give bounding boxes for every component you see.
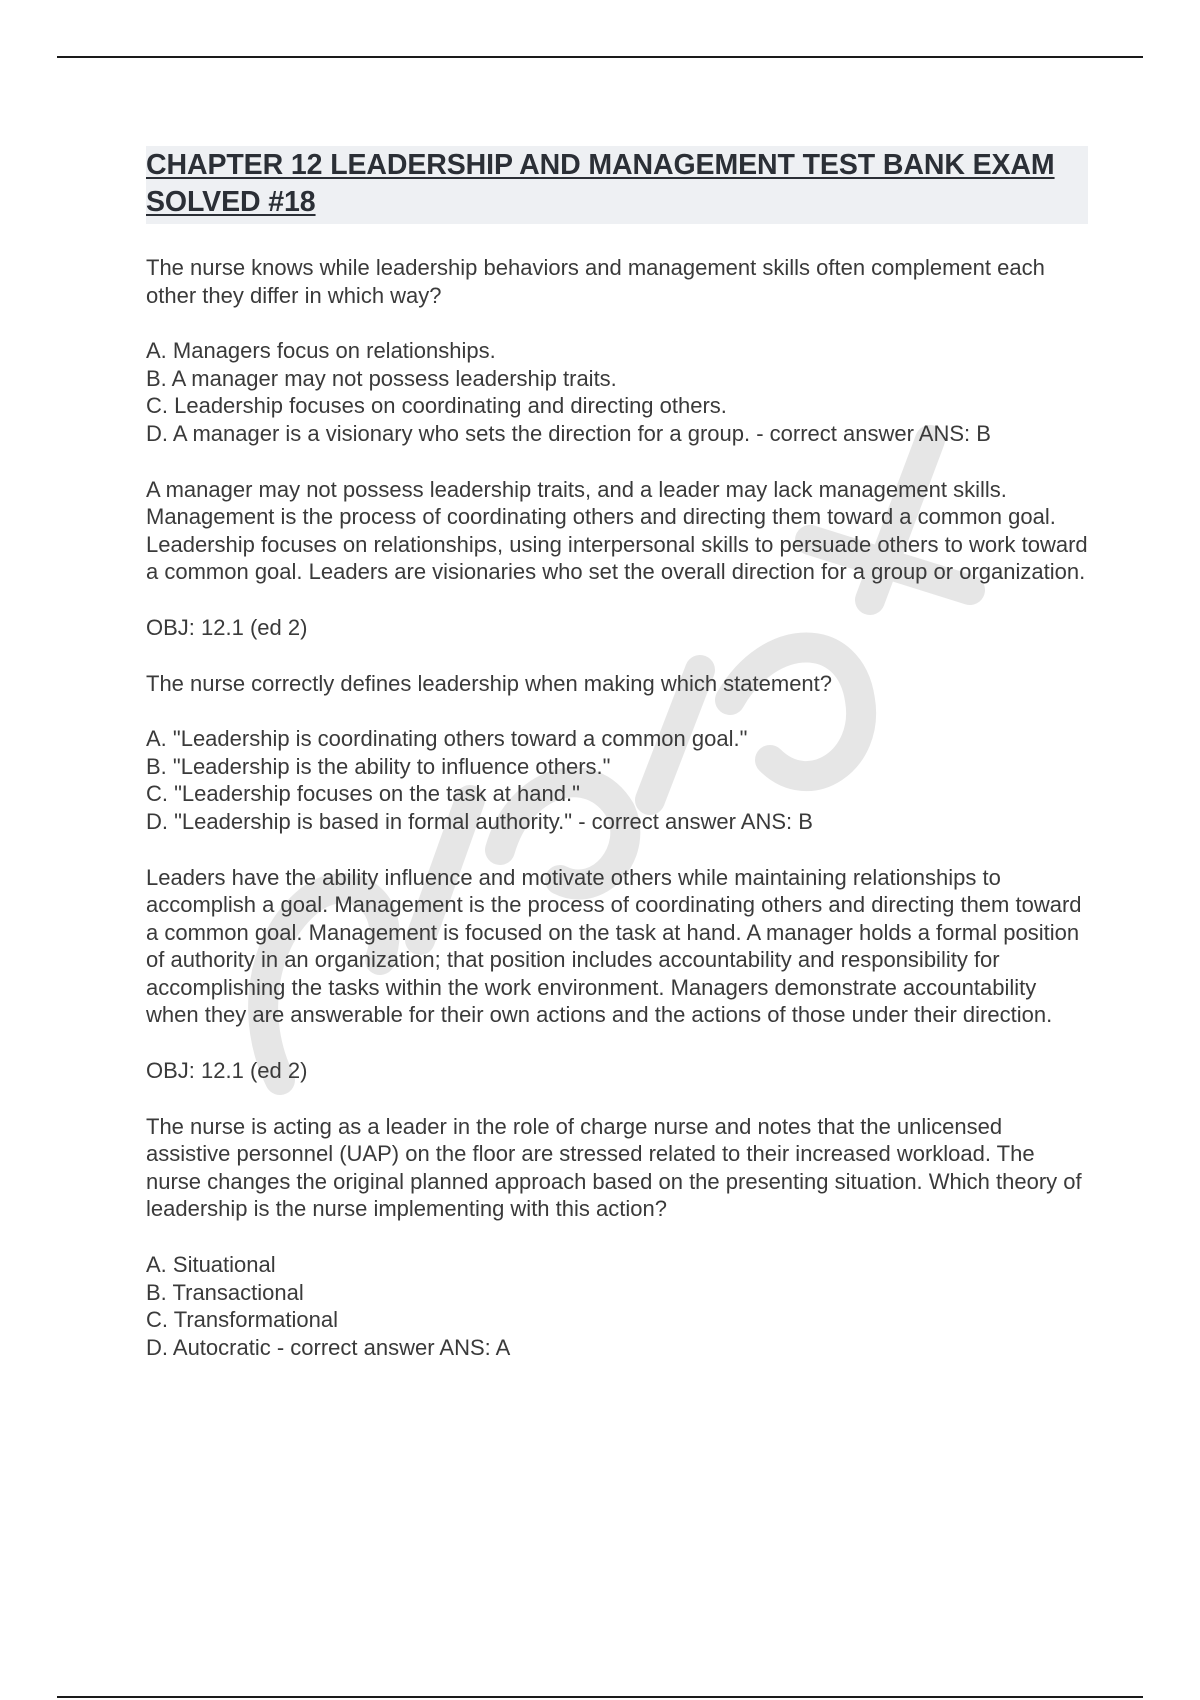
answer-option: B. Transactional	[146, 1279, 304, 1305]
rationale-text: Leaders have the ability influence and motivate others while maintaining relationships to accomplish a goal. Management is the process of coordinating others and directing them toward a common goal. Management is focused on the task at hand. A manager holds a formal position of authority in an organization; that position includes accountability and responsibility for accomplishing the tasks within the work environment. Managers demonstrate accountability when they are answerable for their own actions and the actions of those under their direction.	[146, 864, 1082, 1028]
answer-option: A. "Leadership is coordinating others toward a common goal."	[146, 726, 748, 752]
answer-option: D. A manager is a visionary who sets the direction for a group. - correct answer ANS: B	[146, 420, 991, 446]
question-stem: The nurse is acting as a leader in the role of charge nurse and notes that the unlicensed assistive personnel (UAP) on the floor are stressed related to their increased workload. The nurse changes the original planned approach based on the presenting situation. Which theory of leadership is the nurse implementing with this action?	[146, 1113, 1082, 1222]
footer-rule	[57, 1696, 1143, 1698]
answer-option: B. "Leadership is the ability to influence others."	[146, 753, 611, 779]
answer-option: A. Managers focus on relationships.	[146, 338, 496, 364]
question-1	[146, 254, 1088, 642]
question-3	[146, 1113, 1088, 1362]
question-2	[146, 670, 1088, 1085]
answer-option: B. A manager may not possess leadership traits.	[146, 365, 617, 391]
answer-option: C. Leadership focuses on coordinating and directing others.	[146, 393, 727, 419]
answer-option: A. Situational	[146, 1252, 276, 1278]
answer-option: D. Autocratic - correct answer ANS: A	[146, 1334, 511, 1360]
question-stem: The nurse knows while leadership behaviors and management skills often complement each other they differ in which way?	[146, 255, 1045, 308]
question-stem: The nurse correctly defines leadership when making which statement?	[146, 670, 833, 696]
header-rule	[57, 56, 1143, 58]
answer-options	[146, 337, 1088, 447]
answer-option: D. "Leadership is based in formal authority." - correct answer ANS: B	[146, 808, 813, 834]
answer-option: C. "Leadership focuses on the task at hand."	[146, 781, 580, 807]
document-title: CHAPTER 12 LEADERSHIP AND MANAGEMENT TEST BANK EXAM SOLVED #18	[146, 149, 1055, 218]
rationale-text: A manager may not possess leadership traits, and a leader may lack management skills. Management is the process of coordinating others and directing them toward a common goal. Leadership focuses on relationships, using interpersonal skills to persuade others to work toward a common goal. Leaders are visionaries who set the overall direction for a group or organization.	[146, 476, 1088, 585]
title-banner	[146, 146, 1088, 224]
objective-label: OBJ: 12.1 (ed 2)	[146, 614, 308, 640]
answer-options	[146, 1251, 1088, 1361]
answer-options	[146, 725, 1088, 835]
document-body	[146, 146, 1088, 1389]
answer-option: C. Transformational	[146, 1307, 338, 1333]
objective-label: OBJ: 12.1 (ed 2)	[146, 1058, 308, 1084]
